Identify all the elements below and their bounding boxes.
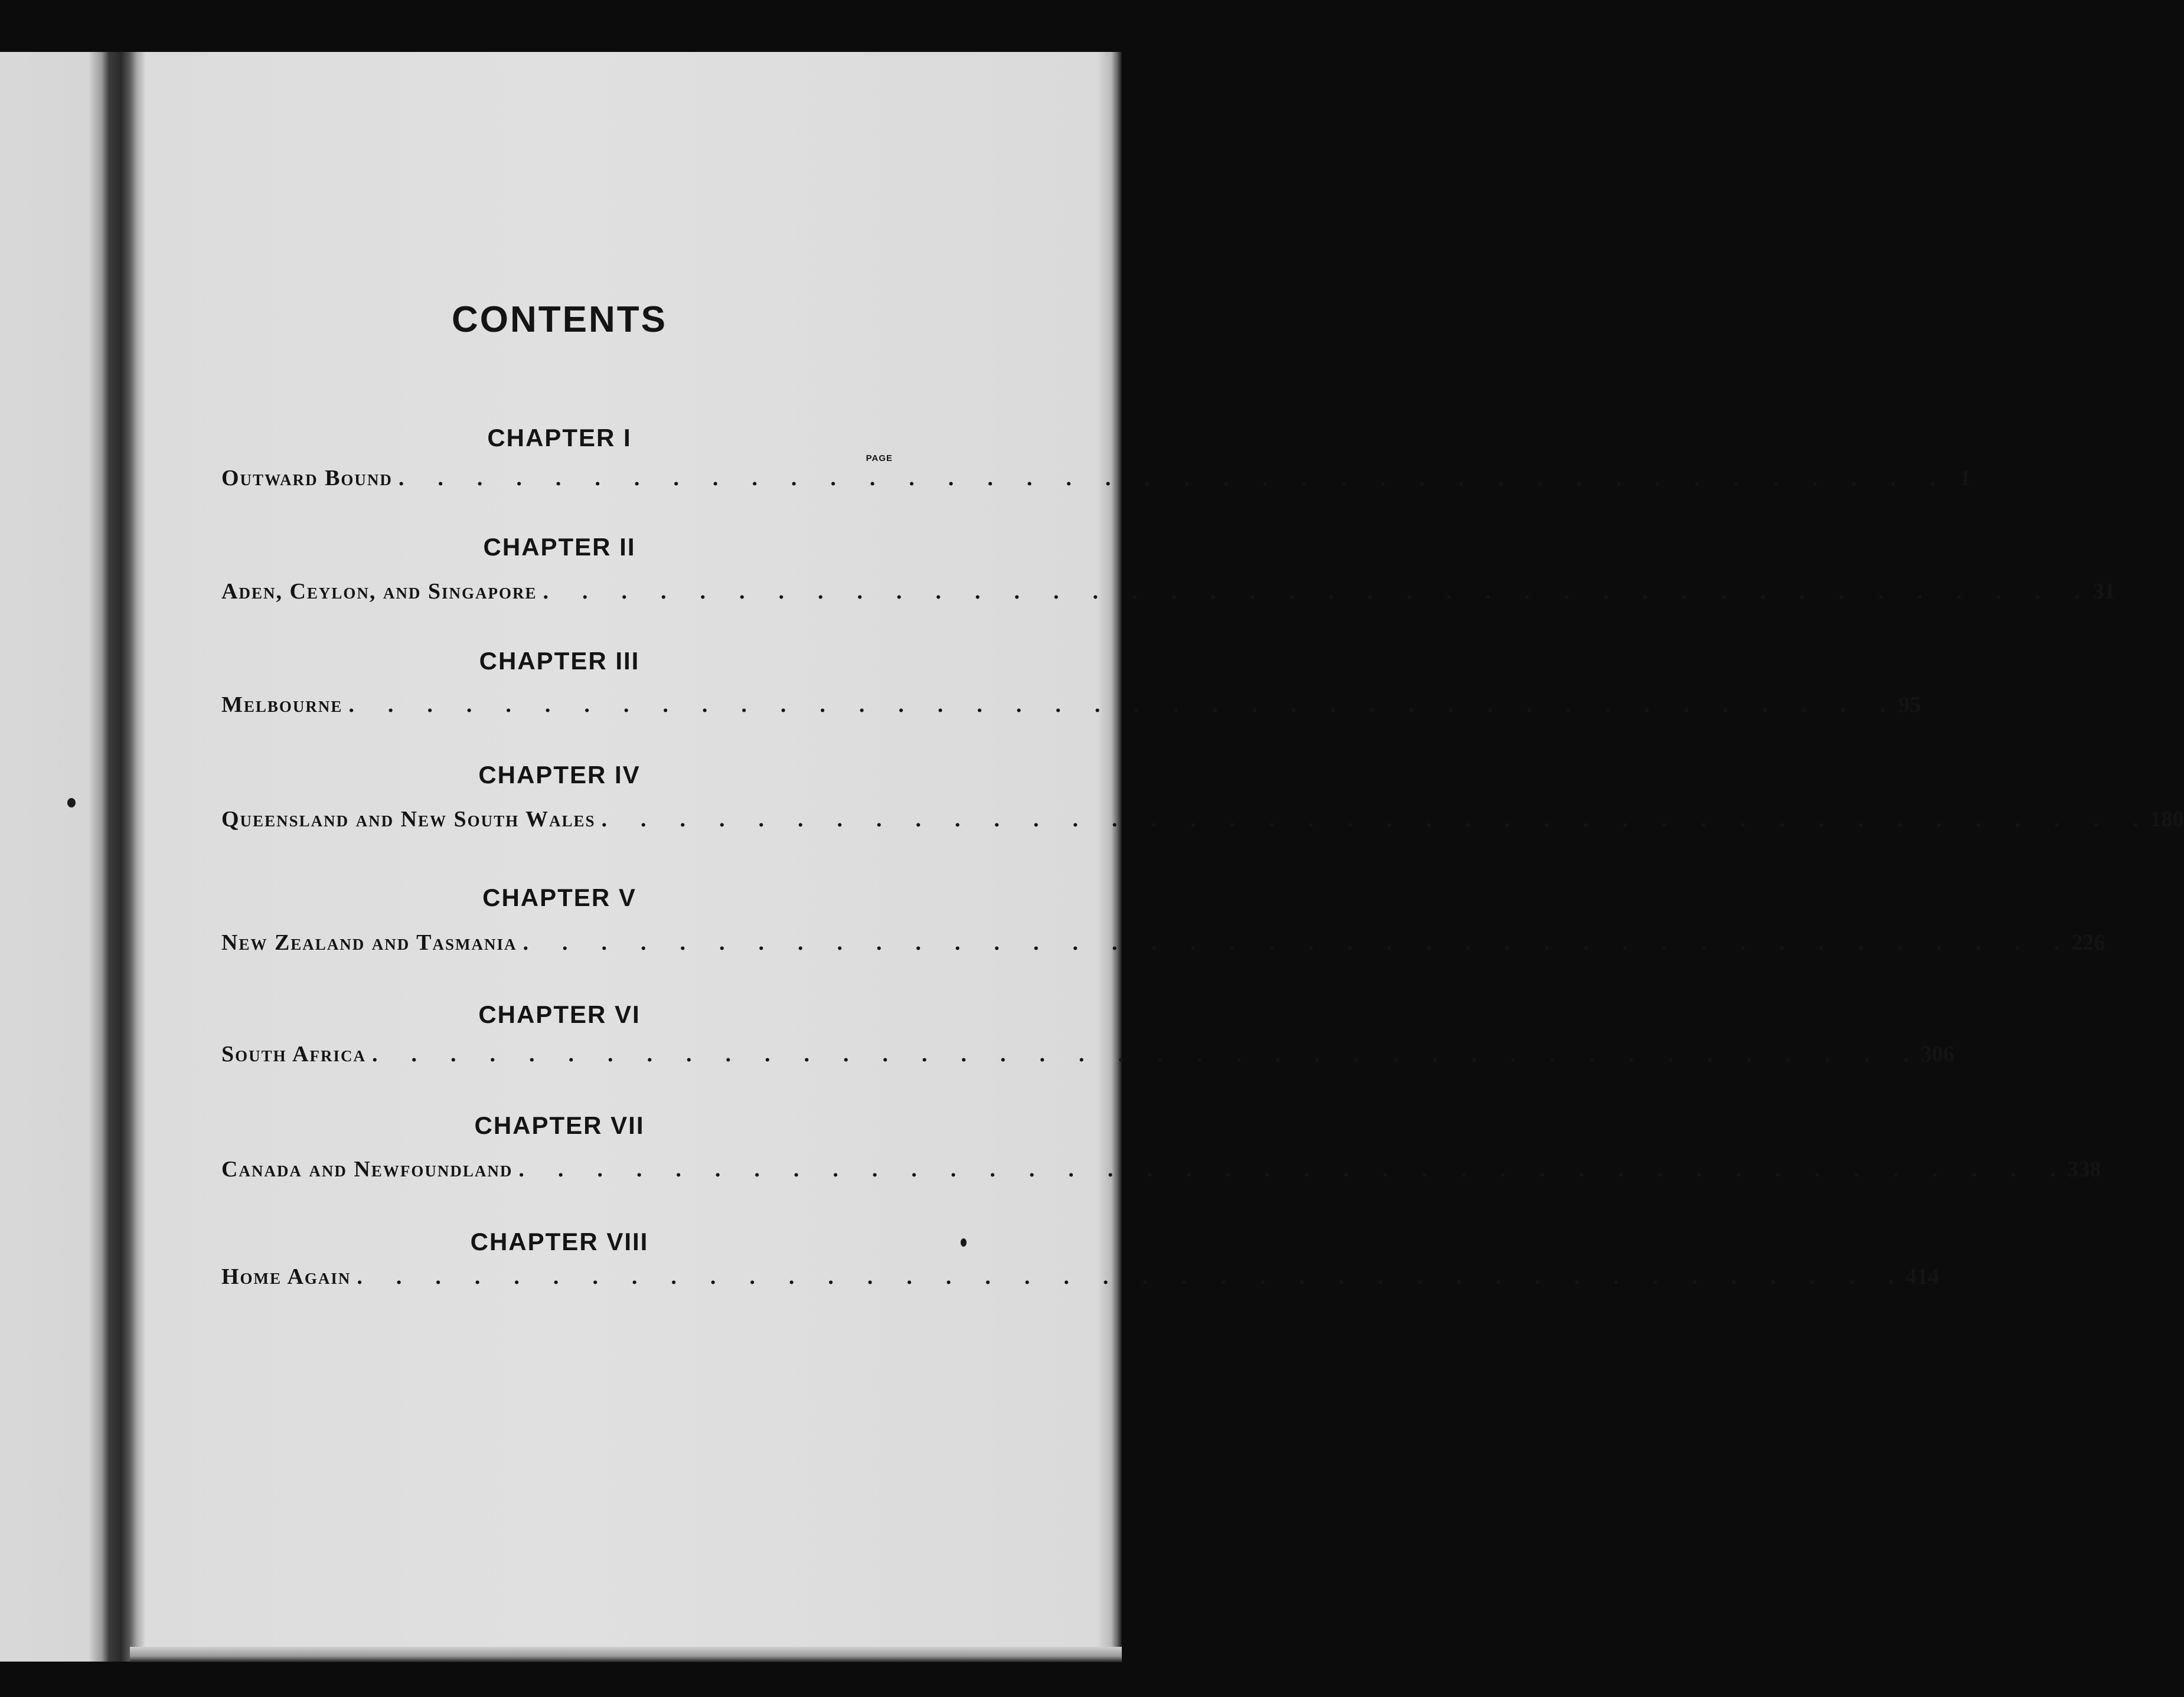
- chapter-heading: CHAPTER III: [479, 647, 640, 675]
- entry-page-number: 226: [2071, 930, 2105, 955]
- toc-entry: [221, 930, 2105, 959]
- entry-title: Aden, Ceylon, and Singapore: [221, 579, 537, 604]
- dot-leader: . . . . . . . . . . . . . . . . . . . . . . . . . . . . . . . . . . . . . . . .: [543, 579, 2080, 604]
- entry-title: South Africa: [221, 1042, 366, 1067]
- toc-entry: [221, 578, 2116, 608]
- toc-entry: [221, 465, 1971, 495]
- toc-entry: [221, 1264, 1940, 1293]
- entry-title: Canada and Newfoundland: [221, 1157, 513, 1182]
- chapter-heading: CHAPTER I: [487, 424, 632, 452]
- entry-page-number: 414: [1905, 1264, 1940, 1289]
- entry-page-number: 180: [2150, 807, 2184, 832]
- toc-entry: [221, 1156, 2101, 1186]
- dot-leader: . . . . . . . . . . . . . . . . . . . . . . . . . . . . . . . . . . . . . . . .: [348, 692, 1886, 717]
- chapter-heading: CHAPTER IV: [478, 761, 641, 789]
- toc-entry: [221, 692, 1921, 721]
- entry-page-number: 95: [1898, 692, 1921, 717]
- entry-title: Queensland and New South Wales: [221, 807, 596, 832]
- entry-title: Melbourne: [221, 692, 343, 717]
- dot-leader: . . . . . . . . . . . . . . . . . . . . . . . . . . . . . . . . . . . . . . . .: [372, 1042, 1909, 1067]
- entry-page-number: 1: [1959, 466, 1971, 491]
- contents-title: CONTENTS: [452, 299, 667, 340]
- entry-page-number: 338: [2067, 1157, 2101, 1182]
- page-bottom-edge: [130, 1647, 1122, 1662]
- page-gutter-shadow: [0, 52, 145, 1662]
- chapter-heading: CHAPTER V: [482, 884, 636, 911]
- entry-page-number: 306: [1921, 1042, 1954, 1067]
- toc-entry: [221, 806, 2184, 836]
- ink-speck: [67, 798, 76, 807]
- dot-leader: . . . . . . . . . . . . . . . . . . . . . . . . . . . . . . . . . . . . . . . .: [518, 1157, 2056, 1182]
- chapter-heading: CHAPTER VIII: [470, 1228, 649, 1255]
- entry-title: Home Again: [221, 1264, 351, 1289]
- dot-leader: . . . . . . . . . . . . . . . . . . . . . . . . . . . . . . . . . . . . . . . .: [398, 466, 1935, 491]
- dot-leader: . . . . . . . . . . . . . . . . . . . . . . . . . . . . . . . . . . . . . . . .: [523, 930, 2060, 955]
- entry-page-number: 31: [2092, 579, 2116, 604]
- entry-title: Outward Bound: [221, 466, 393, 491]
- dot-leader: . . . . . . . . . . . . . . . . . . . . . . . . . . . . . . . . . . . . . . . .: [601, 807, 2139, 832]
- page-right-edge: [1098, 52, 1122, 1662]
- entry-title: New Zealand and Tasmania: [221, 930, 517, 955]
- chapter-heading: CHAPTER II: [483, 533, 636, 561]
- chapter-heading: CHAPTER VII: [474, 1111, 645, 1139]
- chapter-heading: CHAPTER VI: [478, 1000, 641, 1028]
- toc-entry: [221, 1041, 1954, 1071]
- book-page: [0, 52, 1119, 1662]
- dot-leader: . . . . . . . . . . . . . . . . . . . . . . . . . . . . . . . . . . . . . . . .: [357, 1264, 1894, 1289]
- page-column-label: PAGE: [866, 453, 893, 463]
